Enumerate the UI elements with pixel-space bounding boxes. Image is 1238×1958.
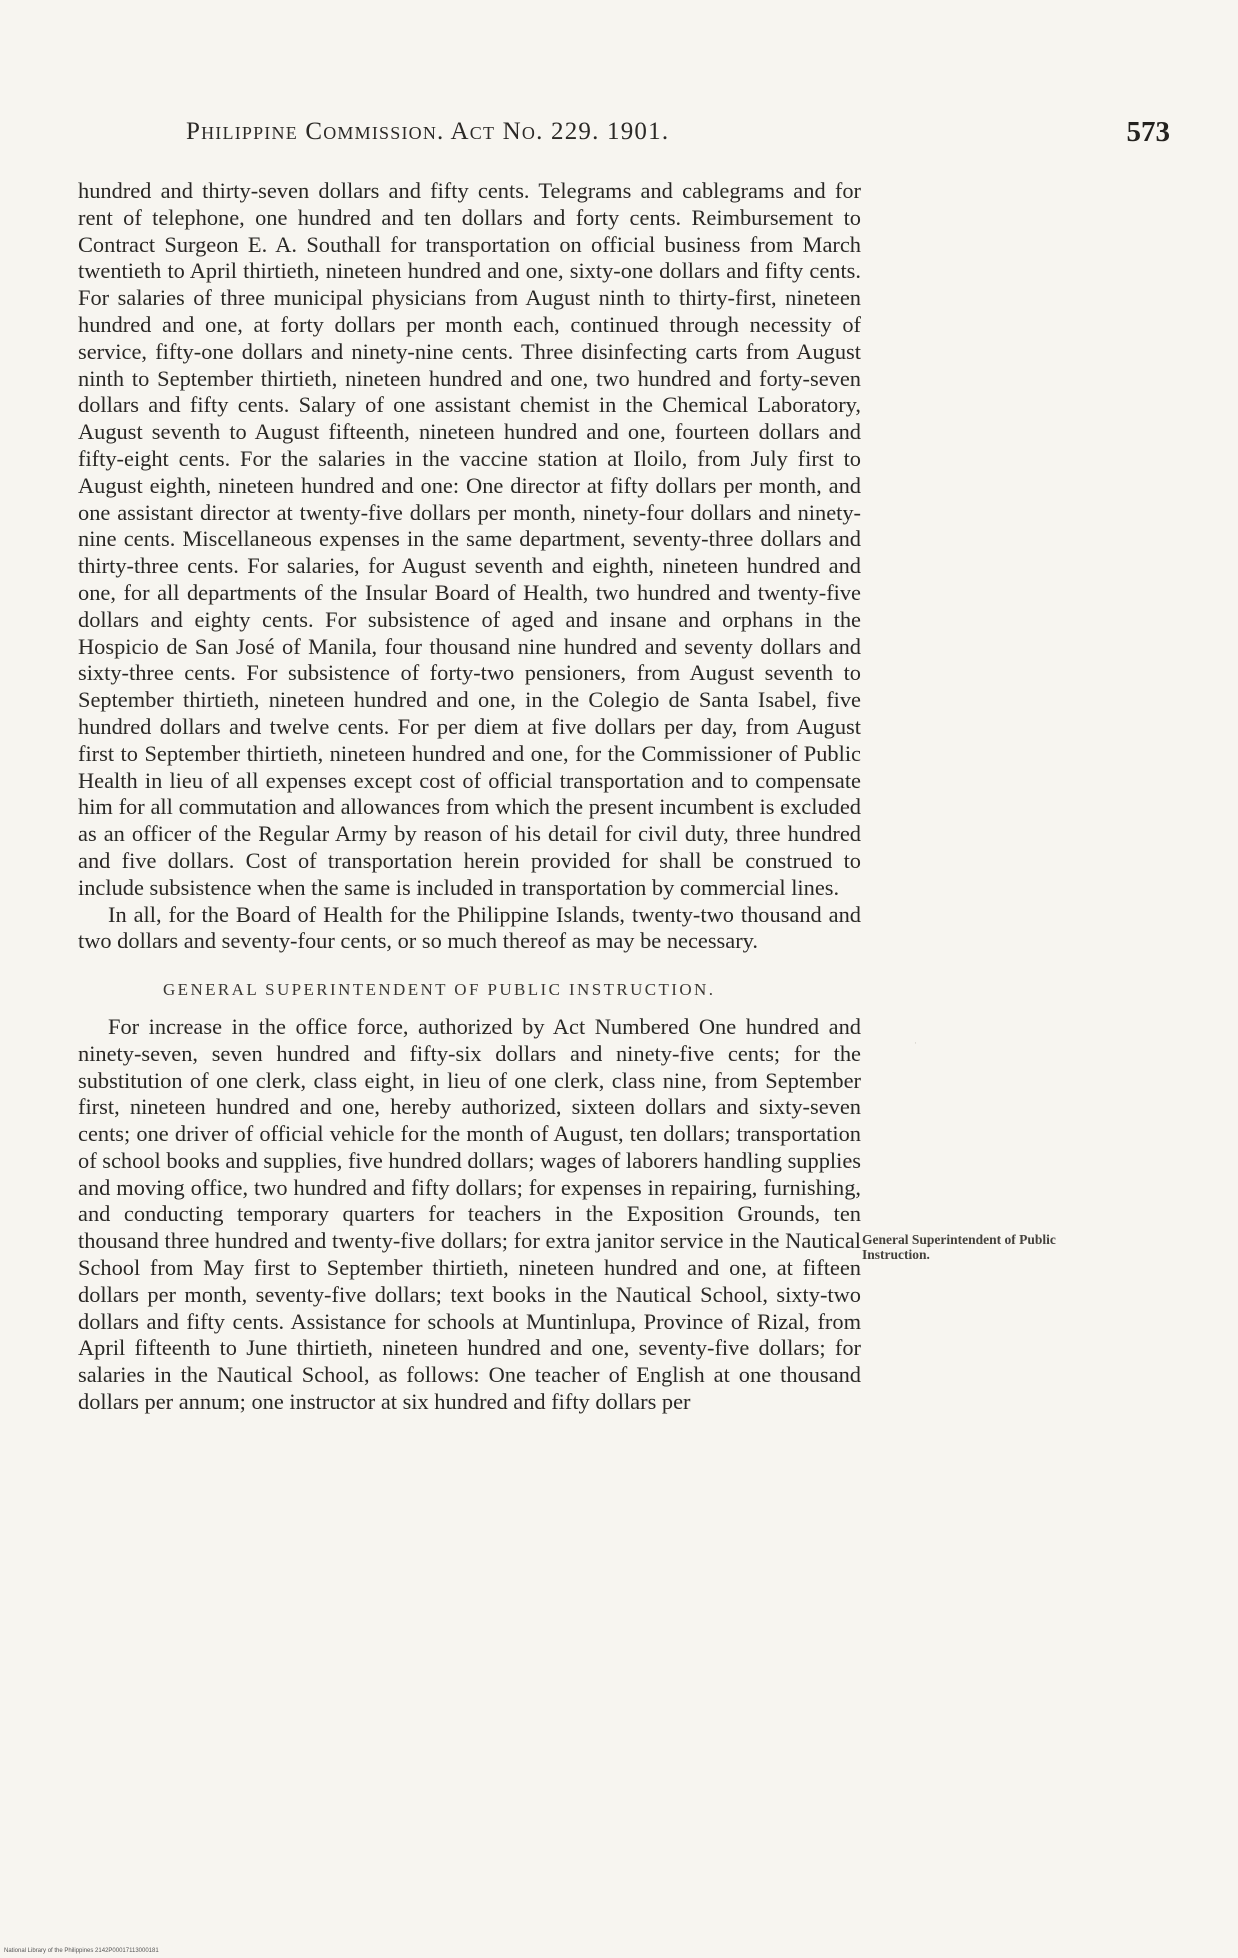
page-header — [186, 118, 1176, 158]
page-number: 573 — [1126, 116, 1170, 148]
scan-speck: · — [914, 1038, 917, 1048]
paragraph-public-instruction: For increase in the office force, authorized by Act Numbered One hundred and ninety-seven, seven hundred and fifty-six dollars and ninety-five cents; for the substitution of one clerk, class eight, in lieu of one clerk, class nine, from September first, nineteen hundred and one, hereby authorized, sixteen dollars and sixty-seven cents; one driver of official vehicle for the month of August, ten dollars; transportation of school books and supplies, five hundred dollars; wages of laborers handling supplies and moving office, two hundred and fifty dollars; for expenses in repairing, furnishing, and conducting temporary quarters for teachers in the Exposition Grounds, ten thousand three hundred and twenty-five dollars; for extra janitor service in the Nautical School from May first to September thirtieth, nineteen hundred and one, at fifteen dollars per month, seventy-five dollars; text books in the Nautical School, sixty-two dollars and fifty cents. Assistance for schools at Muntinlupa, Province of Rizal, from April fifteenth to June thirtieth, nineteen hundred and one, seventy-five dollars; for salaries in the Nautical School, as follows: One teacher of English at one thousand dollars per annum; one instructor at six hundred and fifty dollars per — [78, 1013, 861, 1415]
paragraph-board-of-health-items: hundred and thirty-seven dollars and fifty cents. Telegrams and cablegrams and for rent of telephone, one hundred and ten dollars and forty cents. Reimbursement to Contract Surgeon E. A. Southall for transportation on official business from March twentieth to April thirtieth, nineteen hundred and one, sixty-one dollars and fifty cents. For salaries of three municipal physicians from August ninth to thirty-first, nineteen hundred and one, at forty dollars per month each, continued through necessity of service, fifty-one dollars and ninety-nine cents. Three disinfecting carts from August ninth to September thirtieth, nineteen hundred and one, two hundred and forty-seven dollars and fifty cents. Salary of one assistant chemist in the Chemical Laboratory, August seventh to August fifteenth, nineteen hundred and one, fourteen dollars and fifty-eight cents. For the salaries in the vaccine station at Iloilo, from July first to August eighth, nineteen hundred and one: One director at fifty dollars per month, and one assistant director at twenty-five dollars per month, ninety-four dollars and ninety-nine cents. Miscellaneous expenses in the same department, seventy-three dollars and thirty-three cents. For salaries, for August seventh and eighth, nineteen hundred and one, for all departments of the Insular Board of Health, two hundred and twenty-five dollars and eighty cents. For subsistence of aged and insane and orphans in the Hospicio de San José of Manila, four thousand nine hundred and seventy dollars and sixty-three cents. For subsistence of forty-two pensioners, from August seventh to September thirtieth, nineteen hundred and one, in the Colegio de Santa Isabel, five hundred dollars and twelve cents. For per diem at five dollars per day, from August first to September thirtieth, nineteen hundred and one, for the Commissioner of Public Health in lieu of all expenses except cost of official transportation and to compensate him for all commutation and allowances from which the present incumbent is excluded as an officer of the Regular Army by reason of his detail for civil duty, three hundred and five dollars. Cost of transportation herein provided for shall be construed to include subsistence when the same is included in transportation by commercial lines. — [78, 178, 861, 900]
paragraph-board-of-health-total: In all, for the Board of Health for the Philippine Islands, twenty-two thousand and two dollars and seventy-four cents, or so much thereof as may be necessary. — [78, 901, 861, 954]
section-heading: GENERAL SUPERINTENDENT OF PUBLIC INSTRUCTION. — [163, 980, 716, 1000]
main-text-column — [78, 178, 861, 1416]
running-head: Philippine Commission. Act No. 229. 1901. — [186, 118, 670, 145]
scan-credit-footer: National Library of the Philippines 2142P00017113000181 — [4, 1948, 159, 1954]
margin-note: General Superintendent of Public Instruction. — [862, 1232, 1056, 1262]
